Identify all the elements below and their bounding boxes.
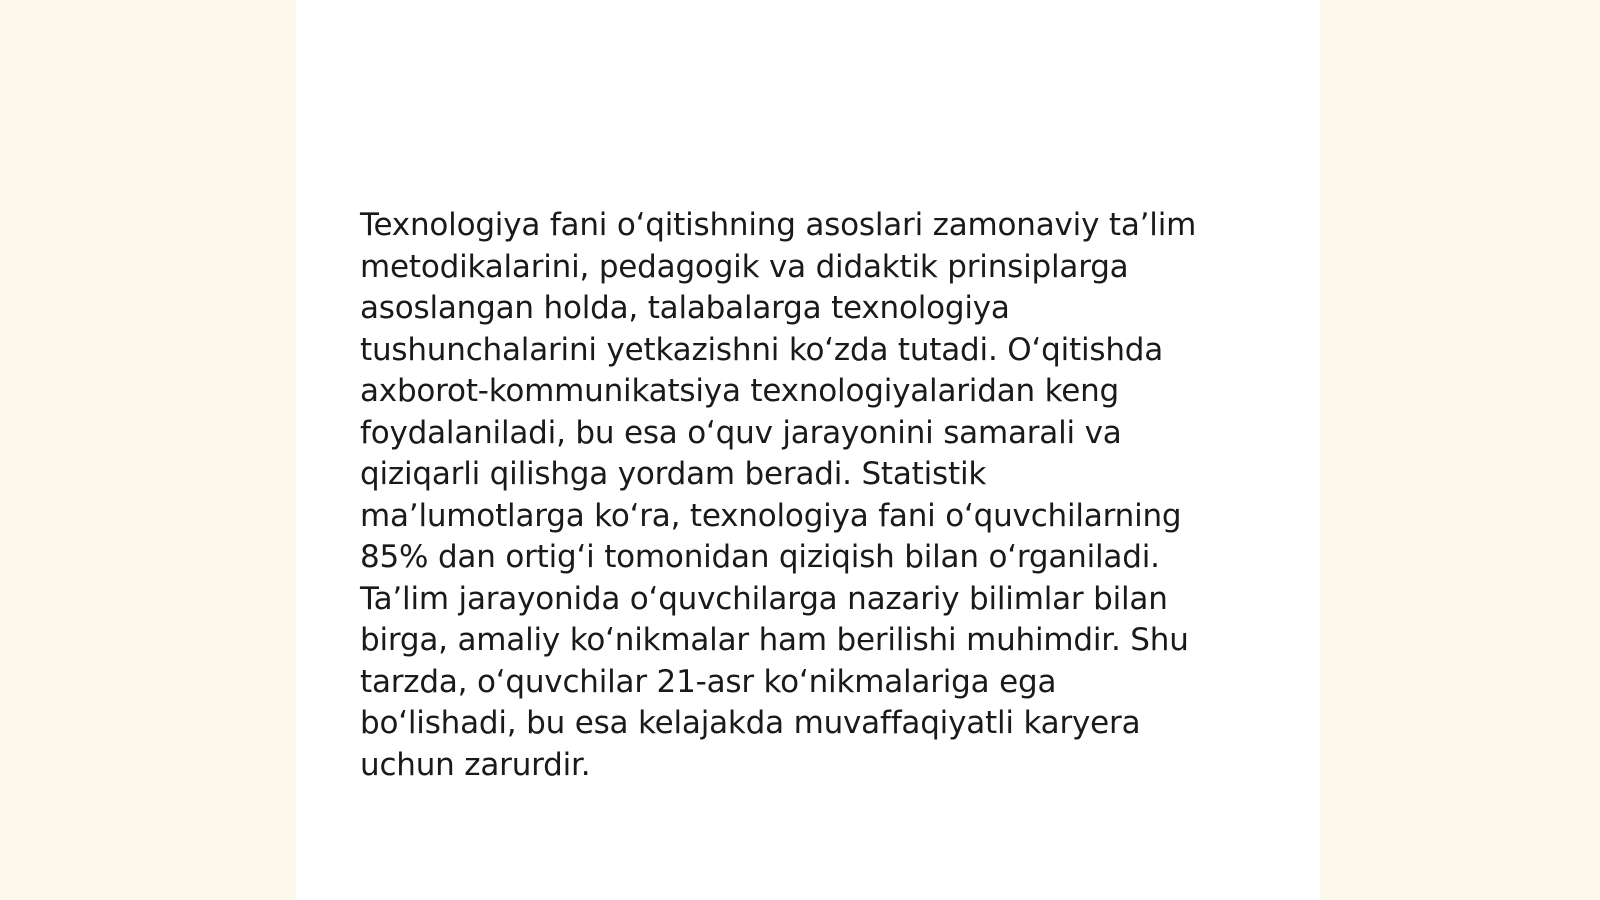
text-line: metodikalarini, pedagogik va didaktik prinsiplarga	[360, 248, 1129, 285]
text-line: birga, amaliy koʻnikmalar ham berilishi muhimdir. Shu	[360, 622, 1189, 658]
text-line: boʻlishadi, bu esa kelajakda muvaffaqiyatli karyera	[360, 705, 1141, 741]
text-line: foydalaniladi, bu esa oʻquv jarayonini samarali va	[360, 414, 1122, 451]
text-line: Taʼlim jarayonida oʻquvchilarga nazariy bilimlar bilan	[360, 580, 1168, 617]
slide	[296, 0, 1320, 900]
text-line: Texnologiya fani oʻqitishning asoslari zamonaviy taʼlim	[360, 207, 1197, 243]
text-line: axborot-kommunikatsiya texnologiyalaridan keng	[360, 373, 1120, 409]
text-line: maʼlumotlarga koʻra, texnologiya fani oʻquvchilarning	[360, 497, 1182, 534]
text-line: asoslangan holda, talabalarga texnologiya	[360, 290, 1010, 326]
slide-body-text	[360, 205, 1260, 786]
text-line: 85% dan ortigʻi tomonidan qiziqish bilan oʻrganiladi.	[360, 539, 1160, 575]
text-line: tarzda, oʻquvchilar 21-asr koʻnikmalariga ega	[360, 663, 1057, 700]
text-line: qiziqarli qilishga yordam beradi. Statistik	[360, 456, 987, 492]
text-line: uchun zarurdir.	[360, 746, 591, 783]
text-line: tushunchalarini yetkazishni koʻzda tutadi. Oʻqitishda	[360, 331, 1164, 368]
